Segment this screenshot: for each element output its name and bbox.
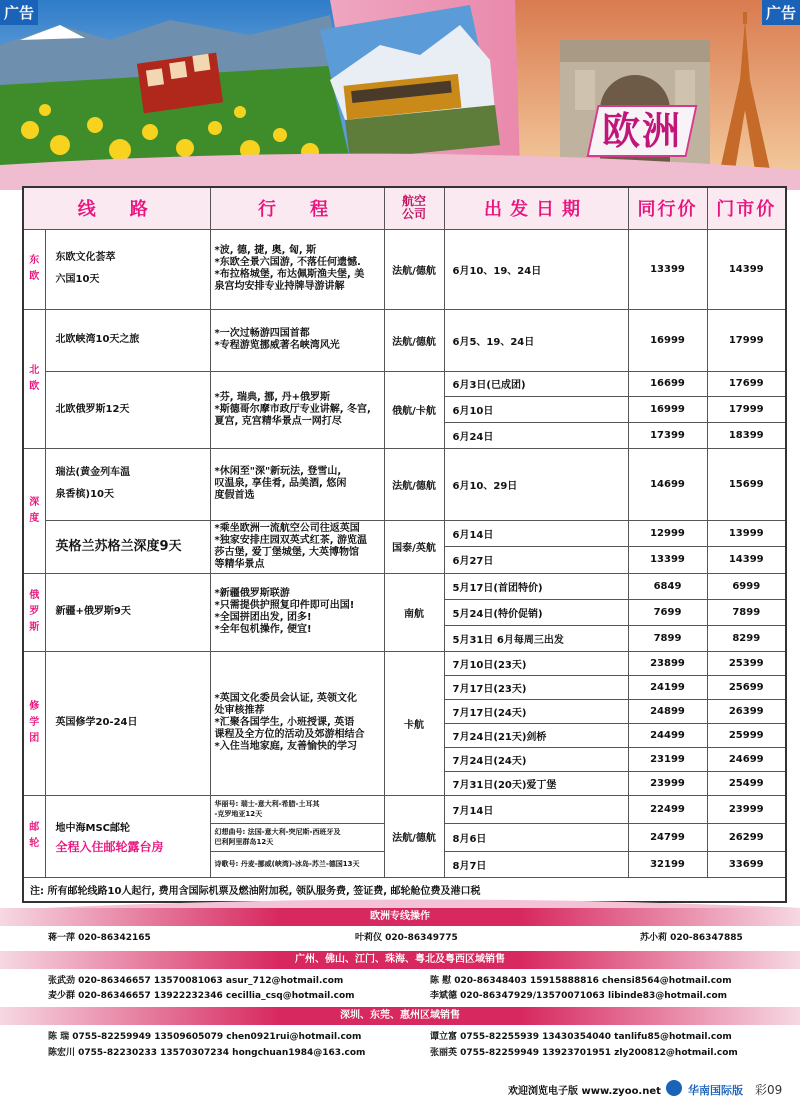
retail-price: 23999 <box>707 795 786 823</box>
table-row <box>23 651 786 675</box>
table-row <box>23 448 786 520</box>
ad-label-right: 广告 <box>762 0 800 25</box>
itinerary: *新疆俄罗斯联游 *只需提供护照复印件即可出国! *全国拼团出发, 团多! *全年包机操作, 便宜! <box>210 573 384 651</box>
header-dates: 出发日期 <box>444 187 628 229</box>
peer-price: 32199 <box>628 851 707 877</box>
itinerary: 幻想曲号: 法国-意大利-突尼斯-西班牙及 巴利阿里群岛12天 <box>210 823 384 851</box>
route-name: 英国修学20-24日 <box>45 651 210 795</box>
peer-price: 16699 <box>628 371 707 396</box>
departure-date: 6月10、29日 <box>444 448 628 520</box>
retail-price: 26299 <box>707 823 786 851</box>
route-price-table <box>22 186 787 903</box>
peer-price: 24199 <box>628 675 707 699</box>
retail-price: 6999 <box>707 573 786 599</box>
header-banner <box>0 0 800 190</box>
peer-price: 7699 <box>628 599 707 625</box>
contact-entry: 张武劲 020-86346657 13570081063 asur_712@hotmail.com <box>48 976 344 986</box>
contact-entry: 李斌德 020-86347929/13570071063 libinde83@hotmail.com <box>430 991 728 1001</box>
peer-price: 12999 <box>628 520 707 547</box>
itinerary: *休闲至"深"新玩法, 登雪山, 叹温泉, 享佳肴, 品美酒, 悠闲 度假首选 <box>210 448 384 520</box>
peer-price: 23899 <box>628 651 707 675</box>
itinerary: *波, 德, 捷, 奥, 匈, 斯 *东欧全景六国游, 不落任何遗憾. *布拉格城堡, 布达佩斯渔夫堡, 美 泉宫均安排专业持牌导游讲解 <box>210 229 384 309</box>
table-note: 注: 所有邮轮线路10人起行, 费用含国际机票及燃油附加税, 领队服务费, 签证费, 邮轮舱位费及港口税 <box>23 877 786 902</box>
contact-entry: 张丽英 0755-82259949 13923701951 zly200812@hotmail.com <box>430 1048 738 1058</box>
route-name: 东欧文化荟萃 六国10天 <box>45 229 210 309</box>
retail-price: 17699 <box>707 371 786 396</box>
departure-date: 6月3日(已成团) <box>444 371 628 396</box>
departure-date: 7月24日(24天) <box>444 747 628 771</box>
contact-entry: 陈 瑞 0755-82259949 13509605079 chen0921rui@hotmail.com <box>48 1032 362 1042</box>
header-itinerary: 行 程 <box>210 187 384 229</box>
peer-price: 16999 <box>628 396 707 422</box>
departure-date: 5月31日 6月每周三出发 <box>444 625 628 651</box>
ad-label-left: 广告 <box>0 0 38 25</box>
table-row <box>23 573 786 599</box>
region-russia: 俄 罗 斯 <box>23 573 45 651</box>
retail-price: 24699 <box>707 747 786 771</box>
departure-date: 7月17日(24天) <box>444 699 628 723</box>
itinerary: 华丽号: 瑞士-意大利-希腊-土耳其 -克罗地亚12天 <box>210 795 384 823</box>
peer-price: 7899 <box>628 625 707 651</box>
peer-price: 13399 <box>628 547 707 574</box>
retail-price: 25399 <box>707 651 786 675</box>
retail-price: 15699 <box>707 448 786 520</box>
table-row <box>23 371 786 396</box>
table-header-row <box>23 187 786 229</box>
peer-price: 22499 <box>628 795 707 823</box>
region-eastern-europe: 东 欧 <box>23 229 45 309</box>
footer <box>0 1078 800 1100</box>
contact-entry: 蒋一萍 020-86342165 <box>48 933 151 943</box>
page-title: 欧洲 <box>601 109 682 153</box>
itinerary: *芬, 瑞典, 挪, 丹+俄罗斯 *斯德哥尔摩市政厅专业讲解, 冬宫, 夏宫, 克宫精华景点一网打尽 <box>210 371 384 448</box>
departure-date: 8月7日 <box>444 851 628 877</box>
airline: 俄航/卡航 <box>384 371 444 448</box>
departure-date: 5月17日(首团特价) <box>444 573 628 599</box>
table-row <box>23 520 786 547</box>
itinerary: *一次过畅游四国首都 *专程游览挪威著名峡湾风光 <box>210 309 384 371</box>
peer-price: 16999 <box>628 309 707 371</box>
retail-price: 8299 <box>707 625 786 651</box>
peer-price: 24499 <box>628 723 707 747</box>
banner-photo-collage <box>0 0 800 190</box>
departure-date: 7月24日(21天)剑桥 <box>444 723 628 747</box>
header-airline: 航空 公司 <box>384 187 444 229</box>
peer-price: 13399 <box>628 229 707 309</box>
header-peer-price: 同行价 <box>628 187 707 229</box>
retail-price: 25499 <box>707 771 786 795</box>
route-name: 瑞法(黄金列车温 泉香槟)10天 <box>45 448 210 520</box>
retail-price: 17999 <box>707 309 786 371</box>
itinerary: *乘坐欧洲一流航空公司往返英国 *独家安排庄园双英式红茶, 游览温 莎古堡, 爱丁堡城堡, 大英博物馆 等精华景点 <box>210 520 384 573</box>
departure-date: 7月10日(23天) <box>444 651 628 675</box>
contact-entry: 苏小莉 020-86347885 <box>640 933 743 943</box>
page-number: 彩09 <box>755 1083 783 1097</box>
departure-date: 6月5、19、24日 <box>444 309 628 371</box>
region-northern-europe: 北 欧 <box>23 309 45 448</box>
airline: 法航/德航 <box>384 448 444 520</box>
table-row <box>23 795 786 823</box>
route-name: 地中海MSC邮轮 全程入住邮轮露台房 <box>45 795 210 877</box>
airline: 卡航 <box>384 651 444 795</box>
retail-price: 13999 <box>707 520 786 547</box>
route-name: 新疆+俄罗斯9天 <box>45 573 210 651</box>
airline: 法航/德航 <box>384 309 444 371</box>
peer-price: 24899 <box>628 699 707 723</box>
peer-price: 23199 <box>628 747 707 771</box>
departure-date: 7月14日 <box>444 795 628 823</box>
section-band-guangzhou-sales: 广州、佛山、江门、珠海、粤北及粤西区域销售 <box>0 951 800 969</box>
table-row <box>23 229 786 309</box>
contact-entry: 陈 慰 020-86348403 15915888816 chensi8564@hotmail.com <box>430 976 732 986</box>
departure-date: 6月27日 <box>444 547 628 574</box>
peer-price: 14699 <box>628 448 707 520</box>
departure-date: 6月10日 <box>444 396 628 422</box>
region-in-depth: 深 度 <box>23 448 45 573</box>
brand-logo-icon <box>666 1080 682 1096</box>
retail-price: 18399 <box>707 422 786 448</box>
header-retail-price: 门市价 <box>707 187 786 229</box>
footer-website: 欢迎浏览电子版 www.zyoo.net <box>508 1086 661 1097</box>
table-row <box>23 309 786 371</box>
peer-price: 24799 <box>628 823 707 851</box>
page-title-box <box>586 105 697 157</box>
peer-price: 23999 <box>628 771 707 795</box>
contact-entry: 麦少群 020-86346657 13922232346 cecillia_csq@hotmail.com <box>48 991 355 1001</box>
retail-price: 14399 <box>707 547 786 574</box>
footer-brand: 华南国际版 <box>688 1084 743 1097</box>
region-study-tour: 修 学 团 <box>23 651 45 795</box>
header-route: 线 路 <box>23 187 210 229</box>
retail-price: 7899 <box>707 599 786 625</box>
itinerary: *英国文化委员会认证, 英领文化 处审核推荐 *汇聚各国学生, 小班授课, 英语 课程及全方位的活动及郊游相结合 *入住当地家庭, 友善愉快的学习 <box>210 651 384 795</box>
departure-date: 7月17日(23天) <box>444 675 628 699</box>
contact-entry: 叶莉仪 020-86349775 <box>355 933 458 943</box>
route-name: 北欧俄罗斯12天 <box>45 371 210 448</box>
retail-price: 25699 <box>707 675 786 699</box>
retail-price: 25999 <box>707 723 786 747</box>
departure-date: 7月31日(20天)爱丁堡 <box>444 771 628 795</box>
departure-date: 5月24日(特价促销) <box>444 599 628 625</box>
departure-date: 8月6日 <box>444 823 628 851</box>
departure-date: 6月14日 <box>444 520 628 547</box>
departure-date: 6月10、19、24日 <box>444 229 628 309</box>
peer-price: 6849 <box>628 573 707 599</box>
peer-price: 17399 <box>628 422 707 448</box>
region-cruise: 邮 轮 <box>23 795 45 877</box>
airline: 法航/德航 <box>384 229 444 309</box>
retail-price: 26399 <box>707 699 786 723</box>
airline: 国泰/英航 <box>384 520 444 573</box>
departure-date: 6月24日 <box>444 422 628 448</box>
itinerary: 诗歌号: 丹麦-挪威(峡湾)-冰岛-苏兰-德国13天 <box>210 851 384 877</box>
route-subtitle: 全程入住邮轮露台房 <box>55 840 164 854</box>
airline: 法航/德航 <box>384 795 444 877</box>
retail-price: 17999 <box>707 396 786 422</box>
contact-entry: 陈宏川 0755-82230233 13570307234 hongchuan1984@163.com <box>48 1048 366 1058</box>
section-band-europe-ops: 欧洲专线操作 <box>0 908 800 926</box>
route-name: 英格兰苏格兰深度9天 <box>45 520 210 573</box>
contact-entry: 谭立富 0755-82255939 13430354040 tanlifu85@hotmail.com <box>430 1032 732 1042</box>
retail-price: 14399 <box>707 229 786 309</box>
section-band-shenzhen-sales: 深圳、东莞、惠州区域销售 <box>0 1007 800 1025</box>
airline: 南航 <box>384 573 444 651</box>
route-name: 北欧峡湾10天之旅 <box>45 309 210 371</box>
retail-price: 33699 <box>707 851 786 877</box>
